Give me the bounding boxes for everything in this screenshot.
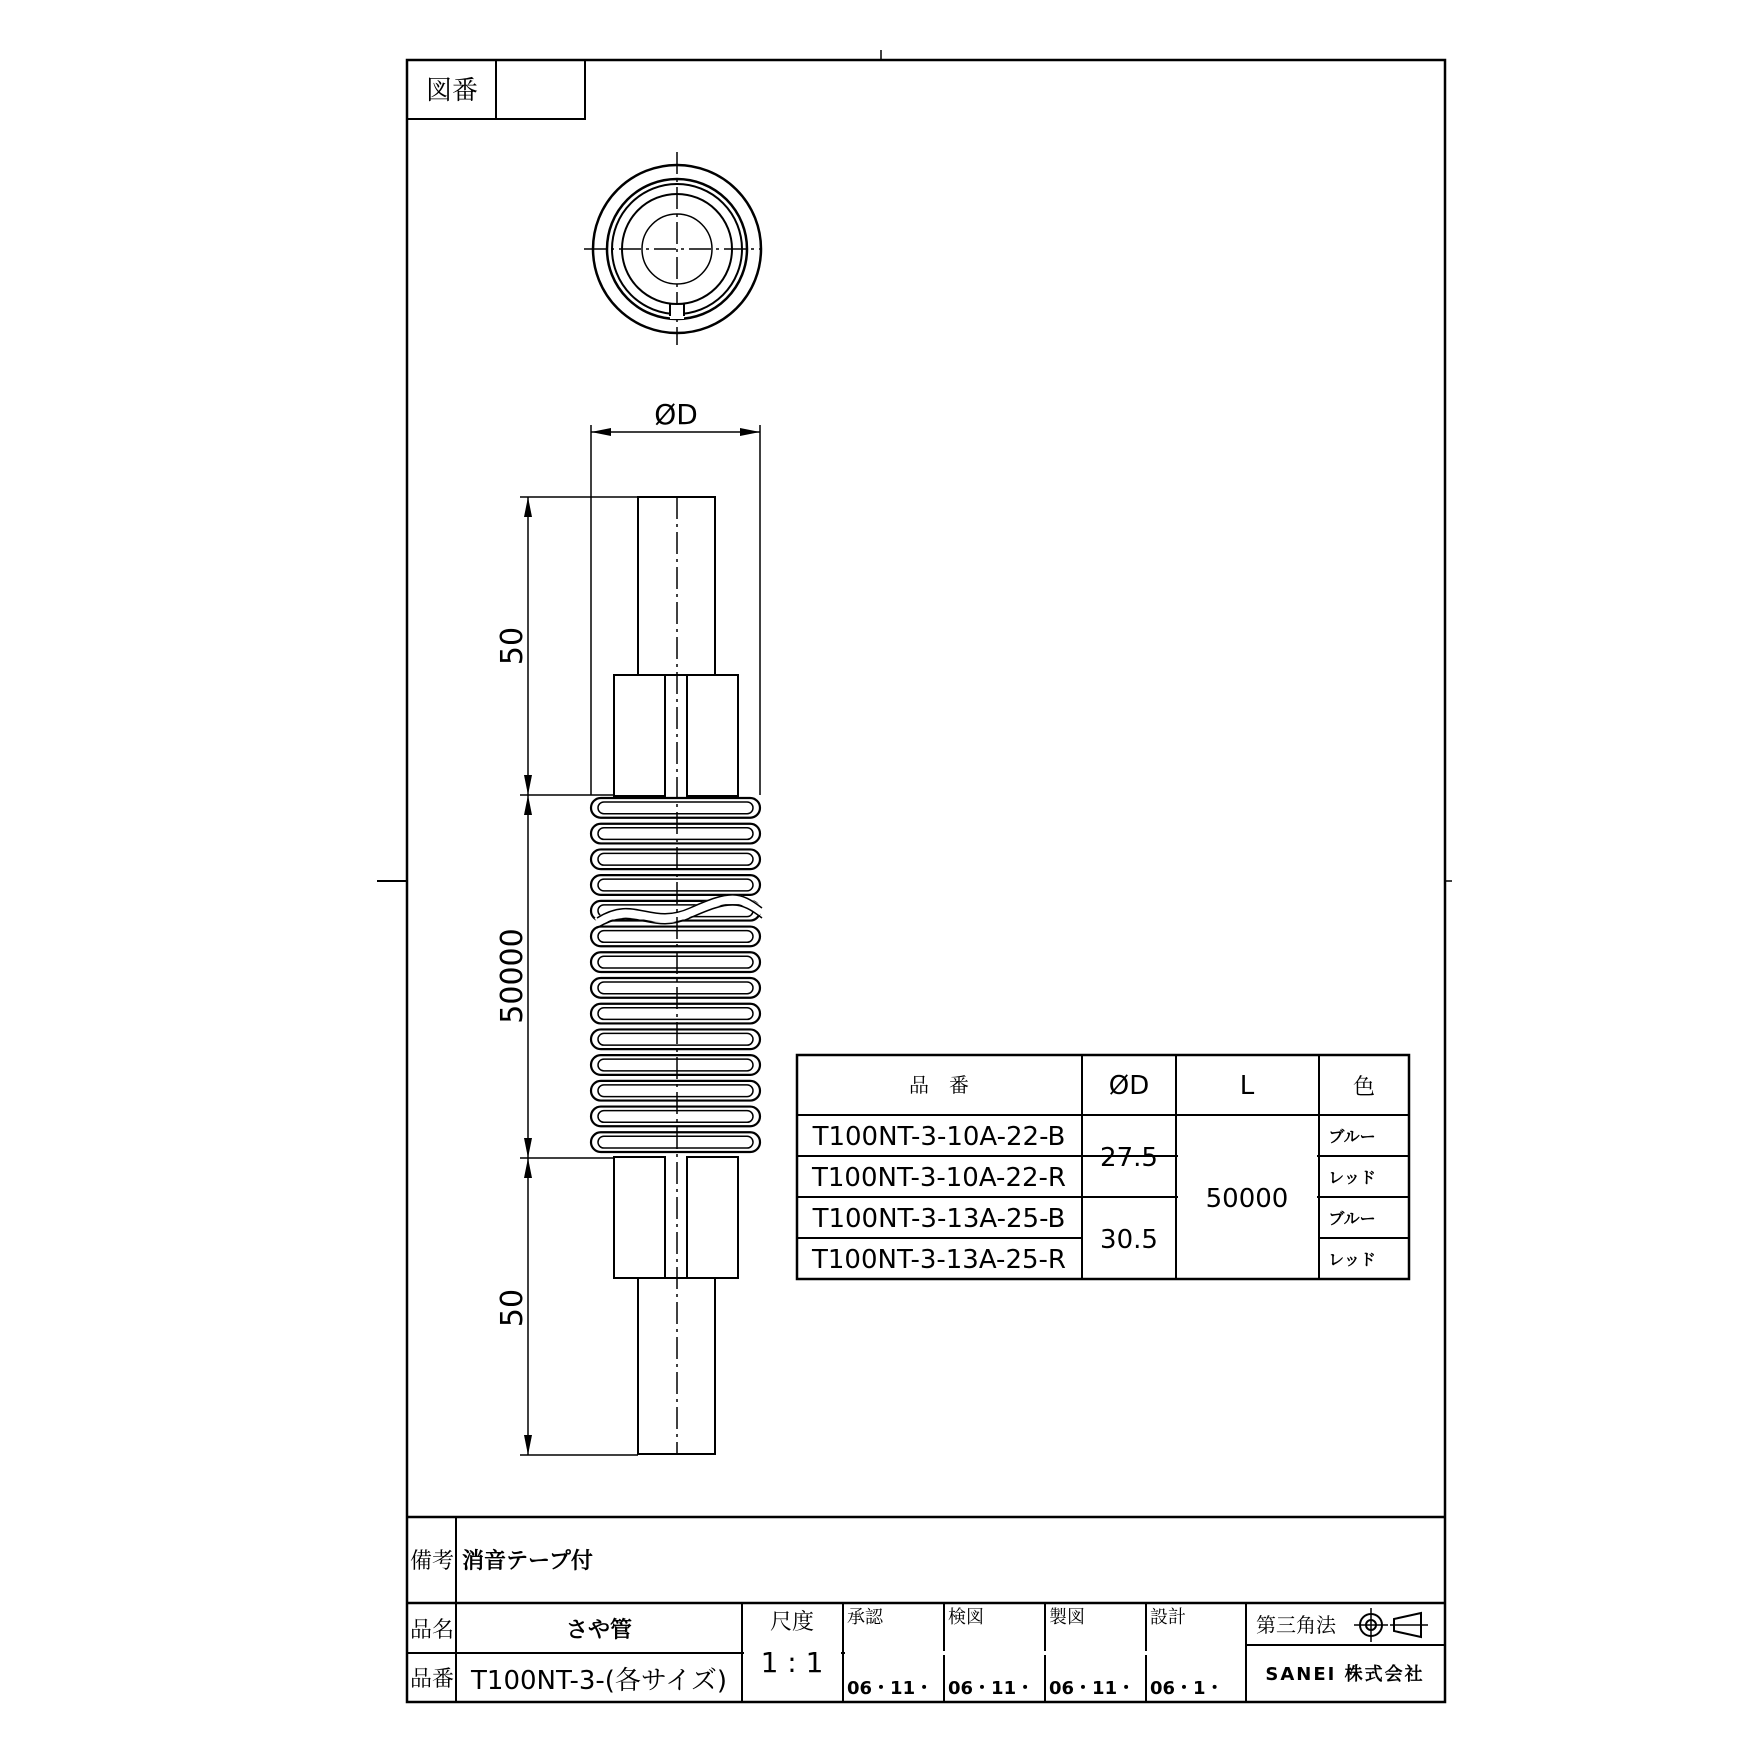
diameter-dimension <box>591 398 760 795</box>
row-part-no: T100NT-3-13A-25-B <box>812 1204 1066 1234</box>
row-color: ブルー <box>1328 1209 1376 1228</box>
bottom-length-label: 50 <box>495 1288 530 1328</box>
drawn-label: 製図 <box>1049 1607 1085 1628</box>
scale-label: 尺度 <box>769 1610 815 1635</box>
pipe-side-view <box>591 497 762 1455</box>
row-part-no: T100NT-3-10A-22-B <box>812 1122 1066 1152</box>
spec-table <box>797 1055 1409 1279</box>
header-length: L <box>1239 1071 1255 1101</box>
top-length-label: 50 <box>495 626 530 666</box>
remarks-label: 備考 <box>409 1549 455 1574</box>
title-block <box>407 1517 1445 1702</box>
checked-label: 検図 <box>948 1607 984 1628</box>
drawn-date: 06・11・ <box>1049 1678 1136 1699</box>
length-value: 50000 <box>1205 1184 1289 1214</box>
diameter-value: 27.5 <box>1100 1143 1158 1173</box>
designed-label: 設計 <box>1150 1607 1186 1628</box>
company-name: SANEI 株式会社 <box>1265 1664 1425 1685</box>
corrugated-sheath <box>591 798 760 1152</box>
row-part-no: T100NT-3-13A-25-R <box>812 1245 1066 1275</box>
approved-date: 06・11・ <box>847 1678 934 1699</box>
middle-length-label: 50000 <box>495 928 530 1024</box>
header-diameter: ØD <box>1108 1071 1150 1101</box>
projection-label: 第三角法 <box>1256 1613 1336 1637</box>
drawing-number-label: 図番 <box>425 76 479 106</box>
row-color: レッド <box>1328 1250 1376 1269</box>
number-label: 品番 <box>409 1667 455 1692</box>
header-part-no: 品 番 <box>909 1073 969 1097</box>
length-dimensions <box>495 497 638 1455</box>
remarks-value: 消音テープ付 <box>462 1549 593 1574</box>
checked-date: 06・11・ <box>948 1678 1035 1699</box>
diameter-dimension-label: ØD <box>654 398 698 431</box>
end-view <box>584 152 762 345</box>
approved-label: 承認 <box>847 1607 883 1628</box>
number-value: T100NT-3-(各サイズ) <box>471 1666 727 1696</box>
row-color: ブルー <box>1328 1127 1376 1146</box>
header-color: 色 <box>1352 1075 1376 1100</box>
diameter-value: 30.5 <box>1100 1225 1158 1255</box>
name-value: さや管 <box>565 1618 633 1643</box>
third-angle-projection-icon <box>1354 1608 1428 1642</box>
row-part-no: T100NT-3-10A-22-R <box>812 1163 1066 1193</box>
scale-value: 1 : 1 <box>760 1646 824 1679</box>
row-color: レッド <box>1328 1168 1376 1187</box>
name-label: 品名 <box>409 1618 455 1643</box>
designed-date: 06・1・ <box>1150 1678 1224 1699</box>
drawing-number-box <box>407 60 585 119</box>
